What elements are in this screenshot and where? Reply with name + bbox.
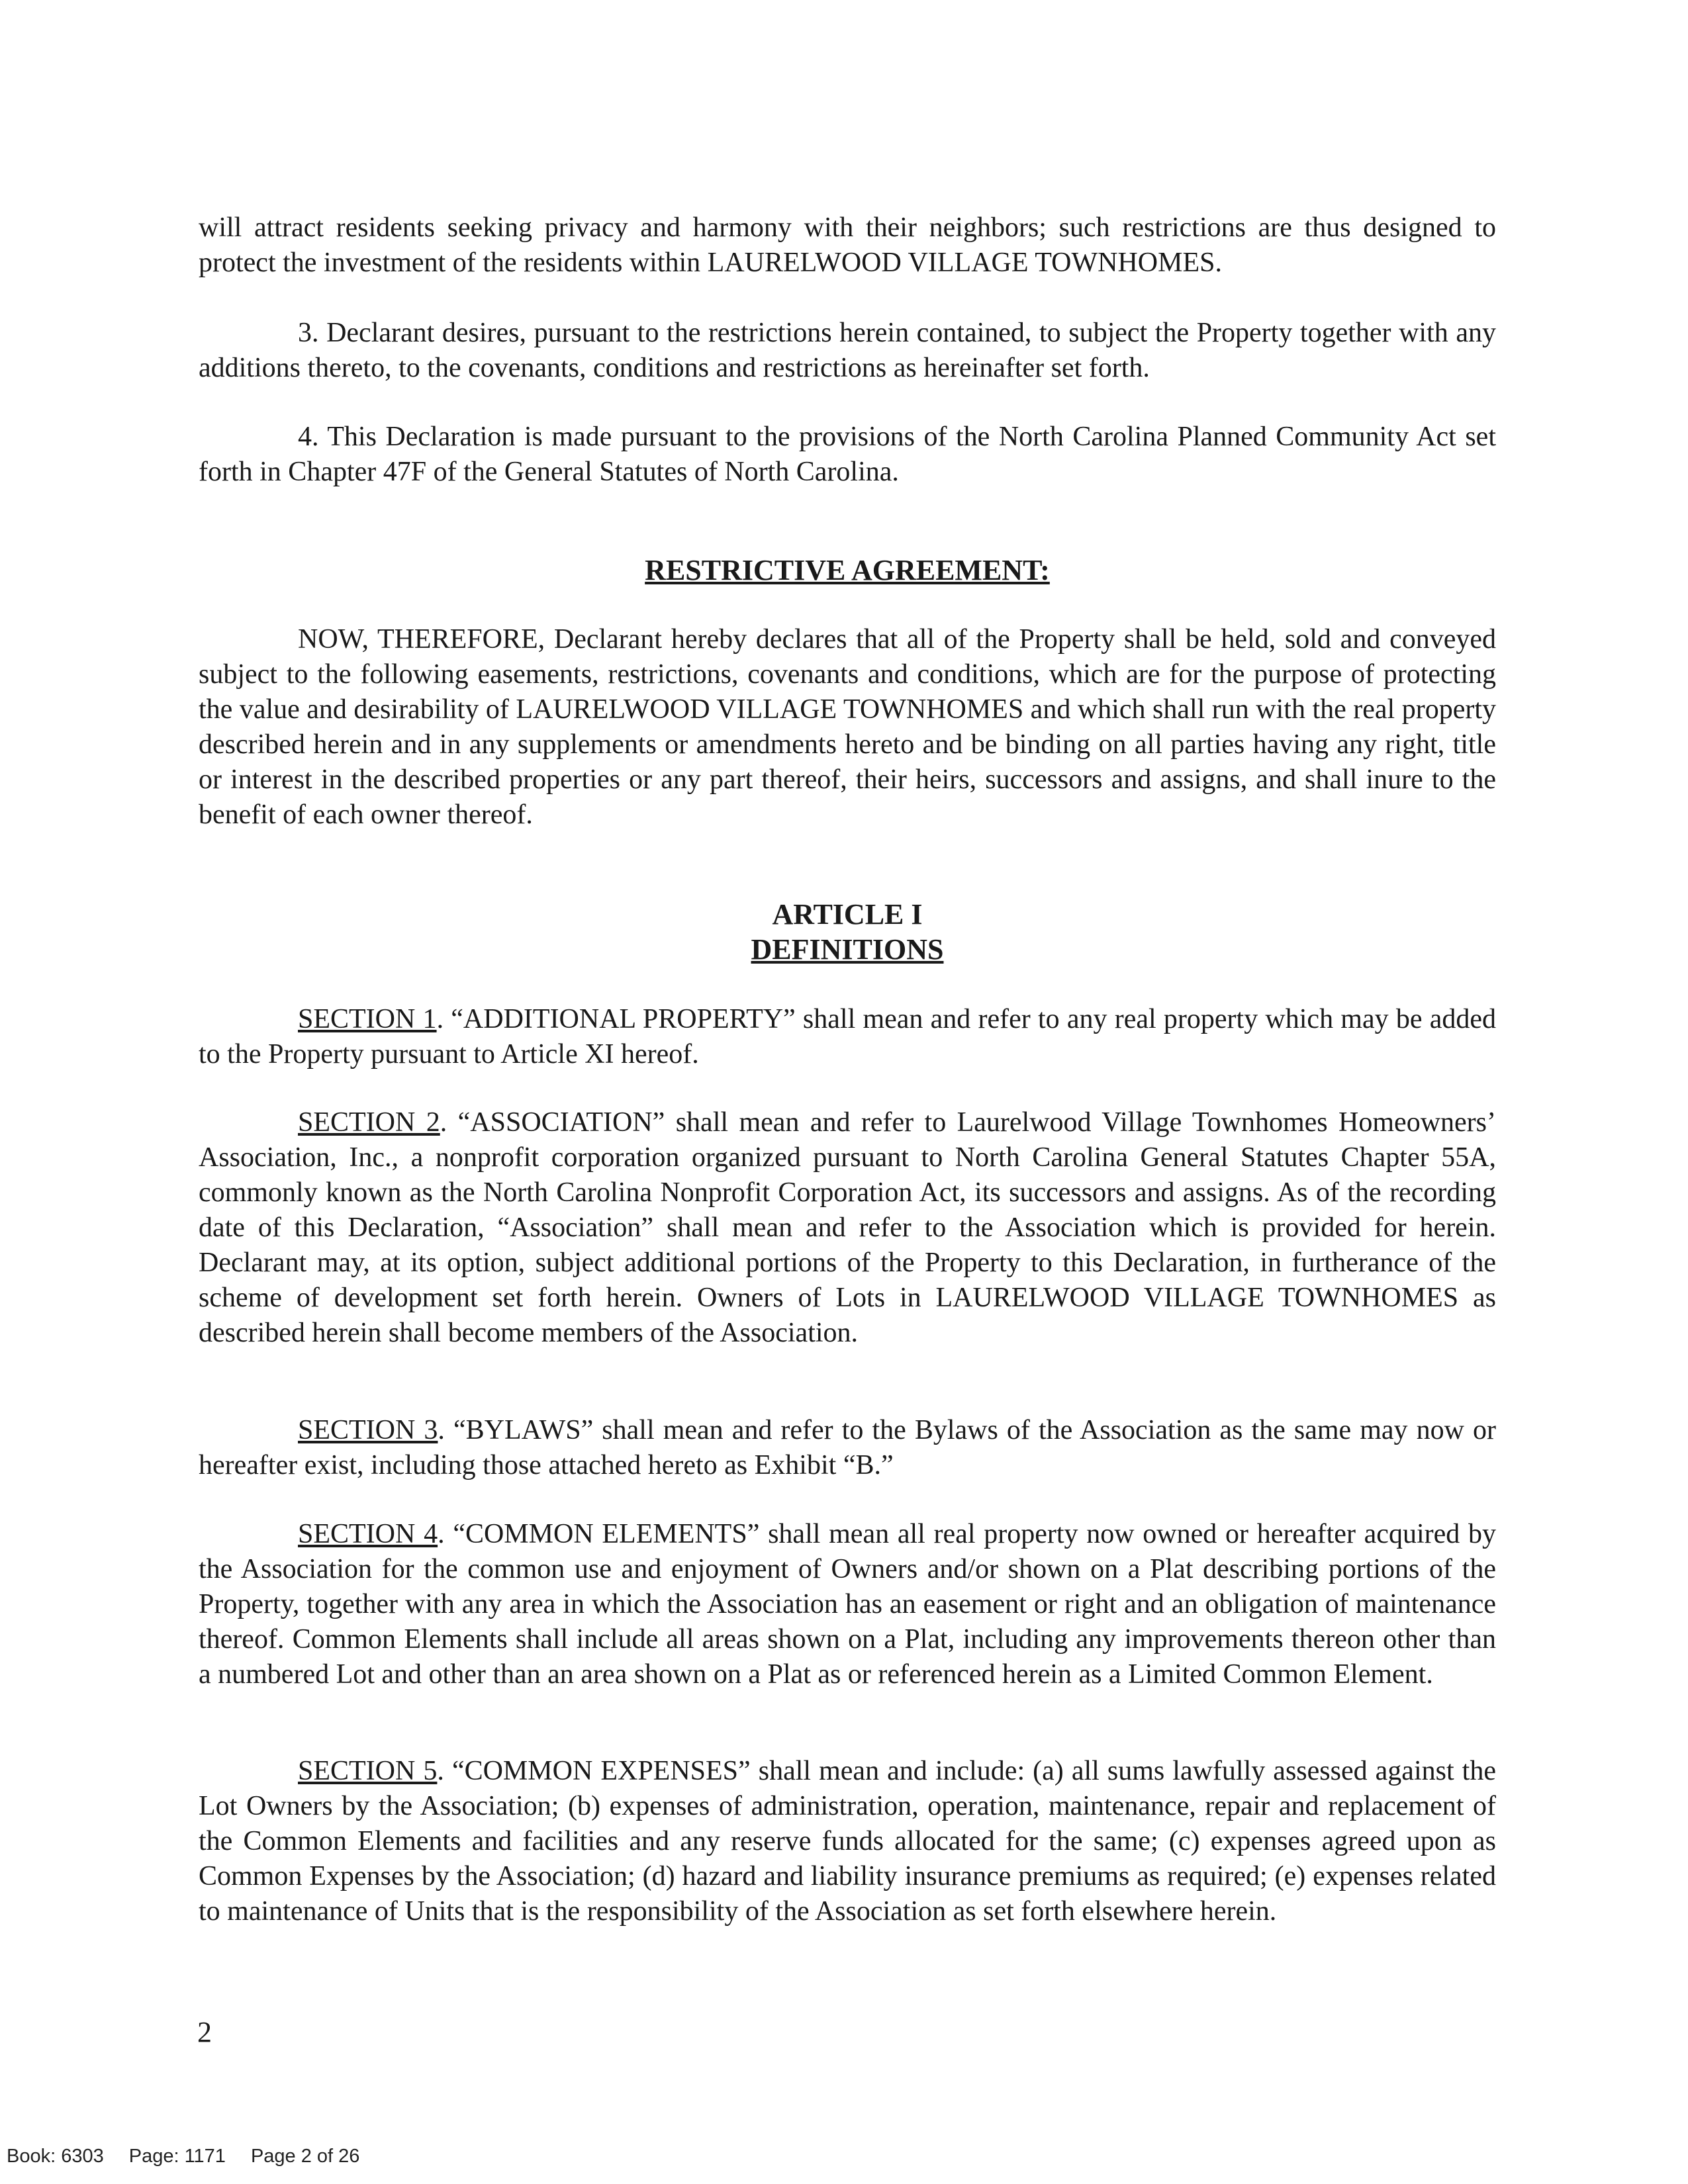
section-4-text: . “COMMON ELEMENTS” shall mean all real property now owned or hereafter acquired by the Association for the common use and enjoyment of Owners and/or shown on a Plat describing portions of the Property, together with any area in which the Association has an easement or right and an obligation of maintenance thereof. Common Elements shall include all areas shown on a Plat, including any improvements thereon other than a numbered Lot and other than an area shown on a Plat as or referenced herein as a Limited Common Element. <box>199 1519 1496 1690</box>
section-4 <box>199 1517 1496 1692</box>
footer-page-of: Page 2 of 26 <box>250 2146 360 2167</box>
article-title: DEFINITIONS <box>751 933 944 966</box>
section-3 <box>199 1413 1496 1483</box>
restrictive-agreement-text: NOW, THEREFORE, Declarant hereby declares that all of the Property shall be held, sold and conveyed subject to the following easements, restrictions, covenants and conditions, which are for the purpose of protecting the value and desirability of LAURELWOOD VILLAGE TOWNHOMES and which shall run with the real property described herein and in any supplements or amendments hereto and be binding on all parties having any right, title or interest in the described properties or any part thereof, their heirs, successors and assigns, and shall inure to the benefit of each owner thereof. <box>199 624 1496 830</box>
section-2 <box>199 1105 1496 1351</box>
restrictive-agreement-heading: RESTRICTIVE AGREEMENT: <box>645 554 1050 586</box>
section-1-label: SECTION 1 <box>298 1004 437 1034</box>
section-4-label: SECTION 4 <box>298 1519 438 1549</box>
footer-page: Page: 1171 <box>128 2146 226 2167</box>
section-3-label: SECTION 3 <box>298 1415 438 1445</box>
section-5-text: . “COMMON EXPENSES” shall mean and include: (a) all sums lawfully assessed against the Lot Owners by the Association; (b) expenses of administration, operation, maintenance, repair and replacement of the Common Elements and facilities and any reserve funds allocated for the same; (c) expenses agreed upon as Common Expenses by the Association; (d) hazard and liability insurance premiums as required; (e) expenses related to maintenance of Units that is the responsibility of the Association as set forth elsewhere herein. <box>199 1756 1496 1927</box>
recital-4: 4. This Declaration is made pursuant to the provisions of the North Carolina Planned Community Act set forth in Chapter 47F of the General Statutes of North Carolina. <box>199 422 1496 487</box>
footer-book: Book: 6303 <box>7 2146 104 2167</box>
recital-3: 3. Declarant desires, pursuant to the restrictions herein contained, to subject the Property together with any additions thereto, to the covenants, conditions and restrictions as hereinafter set forth. <box>199 318 1496 383</box>
section-2-text: . “ASSOCIATION” shall mean and refer to Laurelwood Village Townhomes Homeowners’ Association, Inc., a nonprofit corporation organized pursuant to North Carolina General Statutes Chapter 55A, commonly known as the North Carolina Nonprofit Corporation Act, its successors and assigns. As of the recording date of this Declaration, “Association” shall mean and refer to the Association which is provided for herein. Declarant may, at its option, subject additional portions of the Property to this Declaration, in furtherance of the scheme of development set forth herein. Owners of Lots in LAURELWOOD VILLAGE TOWNHOMES as described herein shall become members of the Association. <box>199 1107 1496 1348</box>
recording-footer <box>7 2146 385 2167</box>
section-5 <box>199 1754 1496 1929</box>
intro-paragraph: will attract residents seeking privacy and harmony with their neighbors; such restrictions are thus designed to protect the investment of the residents within LAURELWOOD VILLAGE TOWNHOMES. <box>199 212 1496 278</box>
section-5-label: SECTION 5 <box>298 1756 438 1786</box>
article-number: ARTICLE I <box>772 898 923 931</box>
section-3-text: . “BYLAWS” shall mean and refer to the Bylaws of the Association as the same may now or hereafter exist, including those attached hereto as Exhibit “B.” <box>199 1415 1496 1480</box>
section-1-text: . “ADDITIONAL PROPERTY” shall mean and refer to any real property which may be added to the Property pursuant to Article XI hereof. <box>199 1004 1496 1069</box>
section-2-label: SECTION 2 <box>298 1107 440 1138</box>
section-1 <box>199 1002 1496 1072</box>
page-number: 2 <box>197 2016 212 2048</box>
